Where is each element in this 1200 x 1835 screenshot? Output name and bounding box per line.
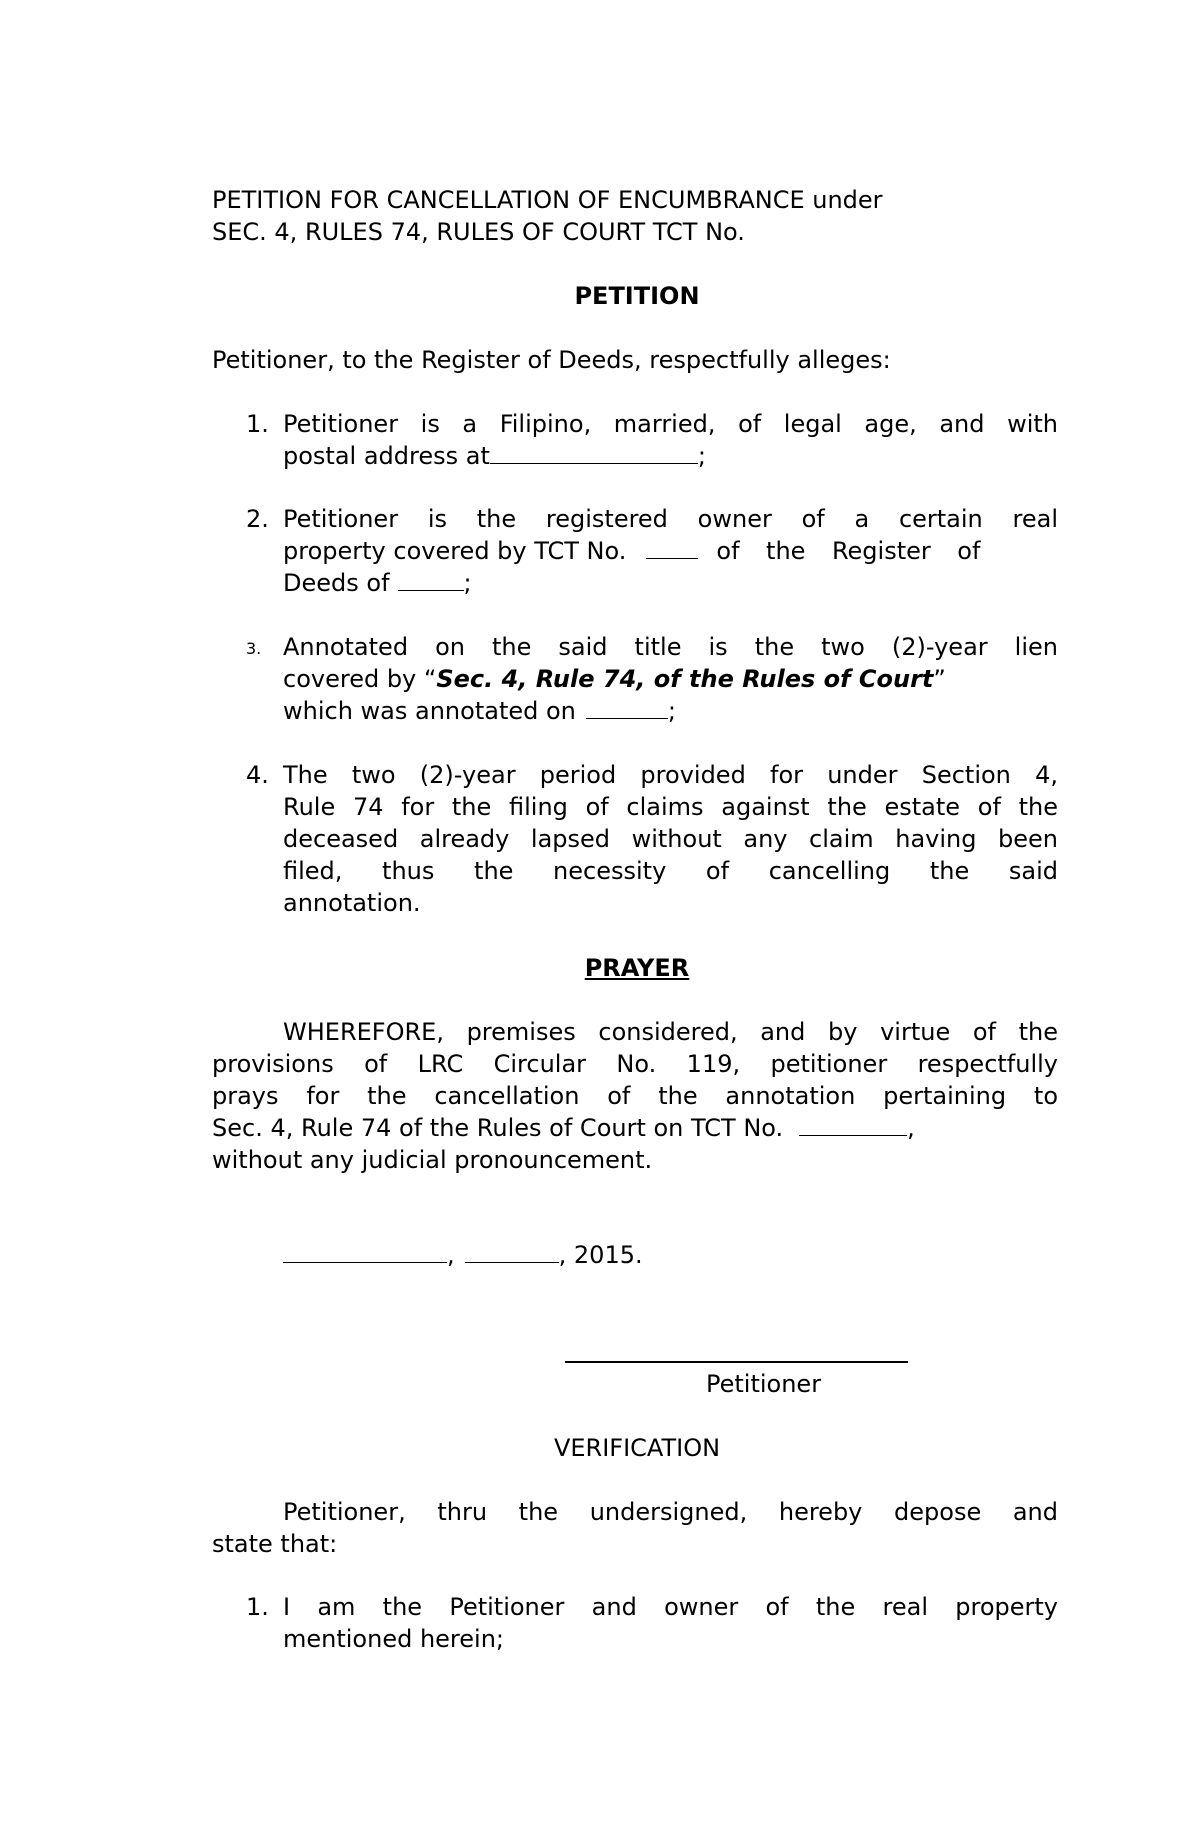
verification-heading: VERIFICATION: [553, 1434, 721, 1462]
annotation-date-blank: [586, 696, 668, 719]
tct-number-blank: [646, 536, 698, 559]
document-title-line-1: PETITION FOR CANCELLATION OF ENCUMBRANCE under: [212, 186, 883, 214]
day-blank: [465, 1240, 559, 1263]
allegation-1-number: 1.: [246, 410, 269, 438]
verification-item-1-line-2: mentioned herein;: [283, 1625, 505, 1653]
rule-74-citation: Sec. 4, Rule 74, of the Rules of Court: [436, 665, 934, 693]
allegation-4-line-5: annotation.: [283, 889, 421, 917]
allegation-2-line-3: Deeds of ;: [283, 569, 472, 597]
prayer-line-4: Sec. 4, Rule 74 of the Rules of Court on TCT No. ,: [212, 1114, 915, 1142]
prayer-line-1: WHEREFORE, premises considered, and by virtue of the: [283, 1018, 1058, 1046]
prayer-line-2: provisions of LRC Circular No. 119, petitioner respectfully: [212, 1050, 1058, 1078]
allegation-4-number: 4.: [246, 761, 269, 789]
prayer-tct-blank: [799, 1113, 907, 1136]
allegation-4-line-2: Rule 74 for the filing of claims against the estate of the: [283, 793, 1058, 821]
document-title-line-2: SEC. 4, RULES 74, RULES OF COURT TCT No.: [212, 218, 745, 246]
signature-label: Petitioner: [706, 1370, 822, 1398]
intro-paragraph: Petitioner, to the Register of Deeds, respectfully alleges:: [212, 346, 891, 374]
allegation-4-line-4: filed, thus the necessity of cancelling the said: [283, 857, 1058, 885]
allegation-3-number: 3.: [246, 639, 262, 658]
register-deeds-blank: [398, 568, 464, 591]
allegation-2-line-2: property covered by TCT No. of the Register of: [283, 537, 981, 565]
verification-line-1: Petitioner, thru the undersigned, hereby depose and: [283, 1498, 1058, 1526]
allegation-1-line-1: Petitioner is a Filipino, married, of legal age, and with: [283, 410, 1058, 438]
prayer-line-5: without any judicial pronouncement.: [212, 1146, 653, 1174]
prayer-heading: PRAYER: [584, 954, 690, 982]
allegation-1-line-2: postal address at ;: [283, 442, 706, 470]
allegation-3-line-1: Annotated on the said title is the two (2)-year lien: [283, 633, 1058, 661]
allegation-2-number: 2.: [246, 505, 269, 533]
place-blank: [283, 1240, 447, 1263]
verification-item-1-number: 1.: [246, 1593, 269, 1621]
allegation-4-line-1: The two (2)-year period provided for under Section 4,: [283, 761, 1058, 789]
allegation-3-line-2: covered by “Sec. 4, Rule 74, of the Rules of Court”: [283, 665, 946, 693]
allegation-3-line-3: which was annotated on ;: [283, 697, 676, 725]
allegation-4-line-3: deceased already lapsed without any claim having been: [283, 825, 1058, 853]
allegation-2-line-1: Petitioner is the registered owner of a certain real: [283, 505, 1058, 533]
verification-line-2: state that:: [212, 1530, 338, 1558]
prayer-line-3: prays for the cancellation of the annotation pertaining to: [212, 1082, 1058, 1110]
petition-heading: PETITION: [574, 282, 700, 310]
verification-item-1-line-1: I am the Petitioner and owner of the real property: [283, 1593, 1058, 1621]
date-line: , , 2015.: [283, 1240, 643, 1270]
signature-line: [565, 1361, 908, 1363]
postal-address-blank: [490, 441, 698, 464]
